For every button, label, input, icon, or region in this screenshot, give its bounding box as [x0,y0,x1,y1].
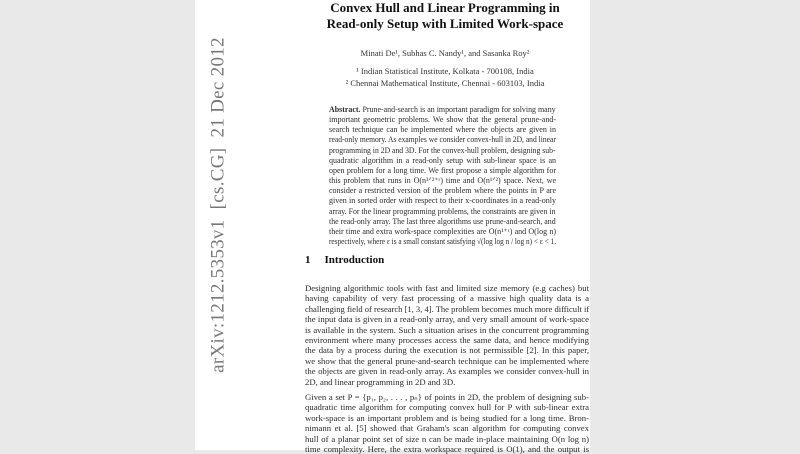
text-line: consider a restricted version of the problem where the points in P are [329,186,556,196]
text-line: open problem for a long time. We first propose a simple algorithm for [329,165,556,175]
text-line: programming in 2D and 3D. For the convex-hull problem, designing sub- [329,145,556,155]
text-line: important geometric problems. We show that the general prune-and- [329,115,556,125]
text-line: 2D, and linear programming in 2D and 3D. [305,376,456,387]
text-line: this problem that runs in O(n³ᐟ²⁺ᵋ) time and O(n¹ᐟ²) space. Next, we [329,176,556,186]
authors: Minati De¹, Subhas C. Nandy¹, and Sasanka Roy² [360,48,530,58]
text-line: the objects are given in read-only array. As examples we consider convex-hull in [305,366,589,377]
text-line: given in sorted order with respect to their x-coordinates in a read-only [329,196,556,206]
text-line: array. For the linear programming problems, the constraints are given in [329,206,556,216]
text-line: the read-only array. The last three algorithms use prune-and-search, and [329,216,556,226]
text-line: Abstract. Prune-and-search is an important paradigm for solving many [329,105,556,114]
text-line: Given a set P = {p₁, p₂, . . . , pₙ} of points in 2D, the problem of designing sub- [305,392,589,402]
text-line: hull of a planar point set of size n can be made in-place maintaining O(n log n) [305,433,589,444]
text-line: their time and extra work-space complexities are O(n¹⁺ᵋ) and O(log n) [329,226,556,236]
section-number: 1 [305,254,311,266]
text-line: challenging field of research [1, 3, 4]. The problem becomes much more difficult if [305,303,590,314]
text-line: time complexity. Here, the extra workspace required is O(1), and the output is [305,444,589,454]
text-line: we show that the general prune-and-search technique can be implemented where [305,355,589,366]
text-line: the input data is given in a read-only array, and very small amount of work-space [305,314,589,325]
section-title: Introduction [324,254,385,266]
text-line: respectively, where ε is a small constant satisfying √(log log n / log n) < ε < 1. [329,236,557,246]
text-line: quadratic algorithm in a read-only setup with sub-linear space is an [329,155,556,165]
arxiv-stamp: arXiv:1212.5353v1 [cs.CG] 21 Dec 2012 [207,37,229,373]
text-line: environment where many processes access the same data, and hence modifying [305,335,589,345]
section-heading [305,255,398,266]
text-line: the data by a process during the execution is not permissible [2]. In this paper, [305,345,589,356]
text-line: Designing algorithmic tools with fast and limited size memory (e.g caches) but [305,283,589,293]
text-line: read-only memory. As examples we consider convex-hull in 2D, and linear [329,135,556,145]
paper-title-line-1: Convex Hull and Linear Programming in [330,0,560,15]
affiliation-1: ¹ Indian Statistical Institute, Kolkata - 700108, India [356,66,534,76]
text-line: is available in the system. Such a situation arises in the concurrent programming [305,324,589,335]
text-line: work-space is an important problem and is being studied for a long time. Bron- [305,412,589,423]
text-line: search technique can be implemented where the objects are given in [329,125,556,135]
text-line: having capability of very fast processing of a massive high quality data is a [305,293,589,304]
paper-title-line-2: Read-only Setup with Limited Work-space [326,16,564,31]
affiliation-2: ² Chennai Mathematical Institute, Chennai - 603103, India [345,78,545,88]
text-line: quadratic time algorithm for computing convex hull for P with sub-linear extra [305,402,589,413]
text-line: nimann et al. [5] showed that Graham's scan algorithm for computing convex [305,423,589,434]
